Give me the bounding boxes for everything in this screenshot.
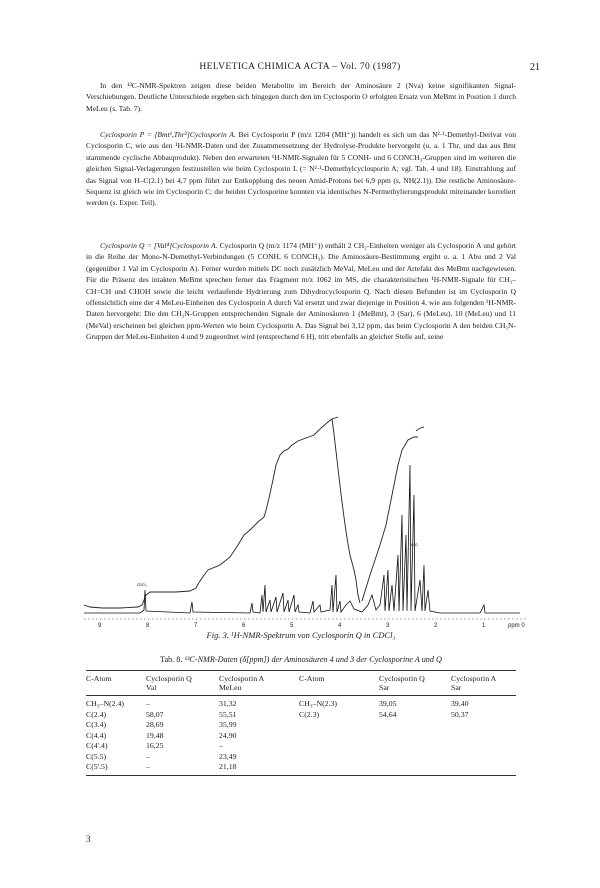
figure-caption: Fig. 3. ¹H-NMR-Spektrum von Cyclosporin Q in CDCl₃ [206,630,396,640]
running-head: HELVETICA CHIMICA ACTA – Vol. 70 (1987) [199,62,401,72]
table-cell: C(3.4) [86,720,107,729]
paragraph-intro: In den ¹³C-NMR-Spektren zeigen diese beiden Metabolite im Bereich der Aminosäure 2 (Nva) keine signifikanten Signal-Verschiebungen. Deutliche Unterschiede ergeben sich hingegen durch den im Cyclosporin O erfolgten Ersatz von MeBmt in Position 1 durch MeLeu (s. Tab. 7). [86,81,516,113]
spectrum-trace [84,465,520,613]
table-cell [451,762,516,775]
table-cell: C(5'.5) [86,762,146,775]
table-row [86,720,516,731]
x-tick: 4 [338,623,342,629]
table-cell: – [146,762,219,775]
table-cell: C(4'.4) [86,741,108,750]
table-cell: 39,40 [451,699,469,708]
column-header: Cyclosporin A MeLeu [219,671,299,696]
column-header: C-Atom [86,671,146,696]
table-cell: 39,05 [379,699,397,708]
peak-label-cdcl3: CDCl₃ [137,583,147,587]
x-tick: 9 [98,623,102,629]
table-cell: – [146,751,150,761]
page-number: 21 [530,62,540,73]
table-cell [451,731,516,742]
paragraph-cyclosporin-q [86,240,516,343]
table-cell [299,731,379,742]
table-cell: 58,07 [146,709,164,719]
paragraph-lead: Cyclosporin Q = [Val⁴]Cyclosporin A. [100,241,218,250]
table-cell: 35,99 [219,720,237,729]
paragraph-lead: Cyclosporin P = [Bmt¹,Thr²]Cyclosporin A. [100,130,236,139]
table-cell [379,731,451,742]
table-cell: 16,25 [146,741,164,750]
table-cell: 19,48 [146,730,164,740]
x-axis-ticks [98,623,525,629]
table-title [86,655,516,664]
footer-page-marker: 3 [86,834,91,844]
table-cell: 55,51 [219,709,237,719]
table-cell: 28,69 [146,720,164,729]
table-cell [299,741,379,752]
table-row [86,710,516,721]
x-tick: 5 [290,623,294,629]
column-header: Cyclosporin Q Sar [379,671,451,696]
table-cell [299,720,379,731]
table-cell [299,752,379,763]
column-header: C-Atom [299,671,379,696]
peak-label-h2o: H₂O [411,543,418,547]
table-cell: – [146,699,150,708]
table-cell [451,741,516,752]
column-header: Cyclosporin Q Val [146,671,219,696]
table-row [86,741,516,752]
table-cell [299,762,379,775]
table-cell: 24,90 [219,730,237,740]
x-tick: 1 [482,623,486,629]
table-cell: 23,49 [219,751,237,761]
x-tick: 2 [434,623,438,629]
table-cell: C(2.4) [86,709,107,719]
x-tick: 6 [242,623,246,629]
data-table [86,670,516,776]
table-cell [379,741,451,752]
x-tick: 7 [194,623,198,629]
table-cell [379,752,451,763]
table-cell: 31,32 [219,699,237,708]
column-header: Cyclosporin A Sar [451,671,516,696]
x-tick: 3 [386,623,390,629]
table-row [86,696,516,710]
paragraph-body: Cyclosporin Q (m/z 1174 (MH⁺)) enthält 2 CH₂-Einheiten weniger als Cyclosporin A und gehört in die Reihe der Mono-N-Demethyl-Verbindungen (5 CONH, 6 CONCH₃). Die Aminosäure-Bestimmung ergibt u. a. 1 Abu und 2 Val (gegenüber 1 Val im Cyclosporin A). Ferner wurden mittels DC noch zusätzlich MeVal, MeLeu und der Artefakt des MeBmt nachgewiesen. Für die Präsenz des intakten MeBmt sprechen ferner das Fragment m/z 1062 im MS, die charakteristischen ¹H-NMR-Signale für CH₃–CH=CH und CHOH sowie die leicht verlaufende Hydrierung zum Dihydrocyclosporin Q. Nach diesen Befunden ist im Cyclosporin Q offensichtlich eine der 4 MeLeu-Einheiten des Cyclosporin A durch Val ersetzt und zwar diejenige in Position 4, wie aus folgenden ¹H-NMR-Daten hervorgeht: Die den CH₃N-Gruppen entsprechenden Signale der Aminosäuren 1 (MeBmt), 3 (Sar), 6 (MeLeu), 10 (MeLeu) und 11 (MeVal) erscheinen bei gleichen ppm-Werten wie beim Cyclosporin A. Das Signal bei 3,12 ppm, das beim Cyclosporin A den beiden CH₃N-Gruppen der MeLeu-Einheiten 4 und 9 zugeordnet wird (entsprechend 6 H), tritt ebenfalls an gleicher Stelle auf, seine [86,241,516,342]
paragraph-body: Bei Cyclosporin P (m/z 1204 (MH⁺)) handelt es sich um das N²·¹-Demethyl-Derivat von Cyclosporin C, wie aus den ¹H-NMR-Daten und der Zusammensetzung der Hydrolyse-Produkte hervorgeht (u. a. 1 Thr, und das aus Bmt stammende cyclische Abbauprodukt). Neben den erwarteten ¹H-NMR-Signalen für 5 CONH- und 6 CONCH₃-Gruppen sind im weiteren die gleichen Signal-Verlagerungen festzustellen wie beim Cyclosporin L (= N²·¹-Demethylcyclosporin A; vgl. Tab. 4 und 18). Einstrahlung auf das Signal von H–C(2.1) bei 4,7 ppm führt zur Entkopplung des neuen Amid-Protons bei 6,9 ppm (s, NH(2.1)). Die restliche Aminosäure-Sequenz ist gleich wie im Cyclosporin C; die beiden Cyclosporine konnten via identisches N-Permethylierungsprodukt miteinander korreliert werden (s. Exper. Teil). [86,130,516,208]
table-cell: 21,18 [219,762,299,775]
table-cell: 54,64 [379,709,397,719]
nmr-spectrum [80,405,530,630]
table-row [86,762,516,775]
integration-curve [84,417,424,608]
table-cell [379,762,451,775]
table-cell: CH₃–N(2.3) [299,699,338,708]
table-cell [379,720,451,731]
table-header-row [86,671,516,696]
table-cell: C(4.4) [86,730,107,740]
table-row [86,731,516,742]
table-label: Tab. 8. [160,655,183,664]
table-cell: CH₃–N(2.4) [86,699,125,708]
table-cell [451,720,516,731]
table-cell: C(2.3) [299,709,320,719]
x-tick: 8 [146,623,150,629]
table-description: ¹³C-NMR-Daten (δ[ppm]) der Aminosäuren 4 und 3 der Cyclosporine A und Q [182,655,442,664]
table-cell: C(5.5) [86,751,107,761]
x-tick: ppm 0 [508,623,525,629]
table-cell: 50,37 [451,709,469,719]
table-cell [451,752,516,763]
paragraph-cyclosporin-p [86,129,516,209]
table-row [86,752,516,763]
table-cell: – [219,741,223,750]
